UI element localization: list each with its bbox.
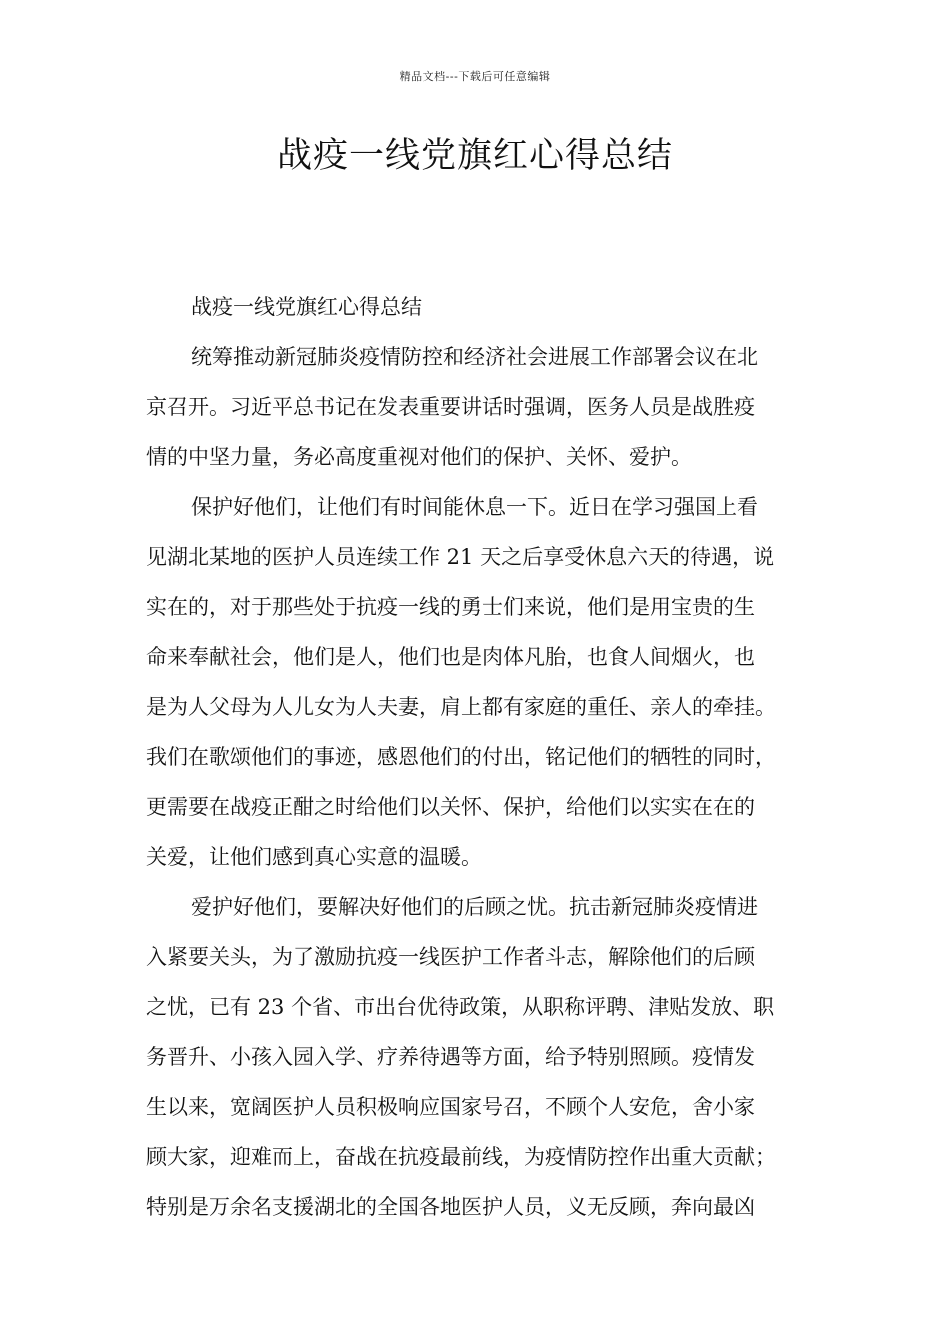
body-line: 务晋升、小孩入园入学、疗养待遇等方面，给予特别照顾。疫情发 bbox=[146, 1045, 755, 1069]
body-line: 之忧，已有 23 个省、市出台优待政策，从职称评聘、津贴发放、职 bbox=[146, 995, 775, 1019]
body-line: 实在的，对于那些处于抗疫一线的勇士们来说，他们是用宝贵的生 bbox=[146, 595, 755, 619]
header-note: 精品文档---下载后可任意编辑 bbox=[399, 70, 551, 83]
document-body bbox=[146, 282, 826, 1232]
body-line: 京召开。习近平总书记在发表重要讲话时强调，医务人员是战胜疫 bbox=[146, 395, 755, 419]
body-line: 见湖北某地的医护人员连续工作 21 天之后享受休息六天的待遇，说 bbox=[146, 545, 775, 569]
body-line: 生以来，宽阔医护人员积极响应国家号召，不顾个人安危，舍小家 bbox=[146, 1095, 755, 1119]
body-line: 关爱，让他们感到真心实意的温暖。 bbox=[146, 845, 482, 869]
body-line: 特别是万余名支援湖北的全国各地医护人员，义无反顾，奔向最凶 bbox=[146, 1195, 755, 1219]
body-line: 顾大家，迎难而上，奋战在抗疫最前线，为疫情防控作出重大贡献； bbox=[146, 1145, 776, 1169]
body-line: 统筹推动新冠肺炎疫情防控和经济社会进展工作部署会议在北 bbox=[191, 345, 758, 369]
body-line: 是为人父母为人儿女为人夫妻，肩上都有家庭的重任、亲人的牵挂。 bbox=[146, 695, 776, 719]
body-line-subtitle: 战疫一线党旗红心得总结 bbox=[191, 295, 422, 319]
body-line: 入紧要关头，为了激励抗疫一线医护工作者斗志，解除他们的后顾 bbox=[146, 945, 755, 969]
body-line: 命来奉献社会，他们是人，他们也是肉体凡胎，也食人间烟火，也 bbox=[146, 645, 755, 669]
body-line: 更需要在战疫正酣之时给他们以关怀、保护，给他们以实实在在的 bbox=[146, 795, 755, 819]
document-title: 战疫一线党旗红心得总结 bbox=[276, 136, 673, 176]
body-line: 我们在歌颂他们的事迹，感恩他们的付出，铭记他们的牺牲的同时， bbox=[146, 745, 776, 769]
body-line: 保护好他们，让他们有时间能休息一下。近日在学习强国上看 bbox=[191, 495, 758, 519]
body-line: 情的中坚力量，务必高度重视对他们的保护、关怀、爱护。 bbox=[146, 445, 692, 469]
body-line: 爱护好他们，要解决好他们的后顾之忧。抗击新冠肺炎疫情进 bbox=[191, 895, 758, 919]
